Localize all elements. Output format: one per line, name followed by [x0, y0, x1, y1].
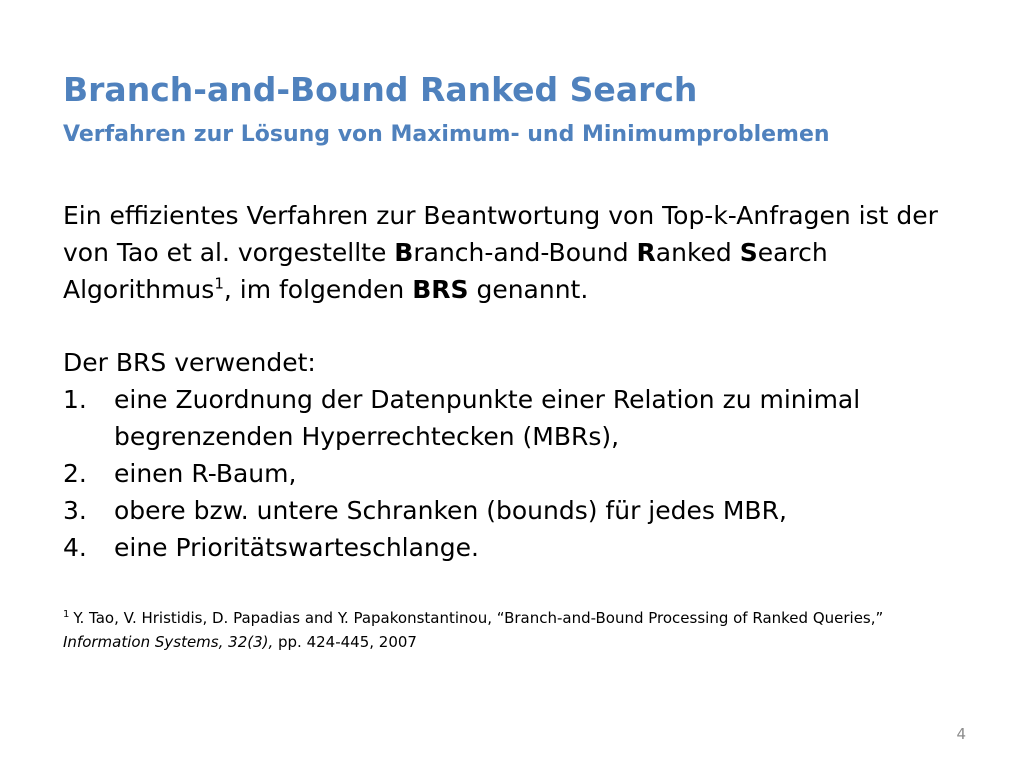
- footnote-reference: 1: [214, 274, 224, 293]
- footnote-text: Y. Tao, V. Hristidis, D. Papadias and Y. Papakonstantinou, “Branch-and-Bound Processing of Ranked Queries,”: [73, 609, 884, 627]
- footnote-marker: 1: [63, 609, 70, 620]
- footnote: [63, 606, 983, 654]
- list-item: [63, 381, 963, 455]
- uses-section: [63, 344, 963, 566]
- list-item: [63, 492, 963, 529]
- intro-text: Algorithmus: [63, 275, 215, 304]
- list-text: eine Zuordnung der Datenpunkte einer Relation zu minimal: [114, 385, 861, 414]
- uses-heading: Der BRS verwendet:: [63, 348, 316, 377]
- intro-line-1: Ein effizientes Verfahren zur Beantwortung von Top-k-Anfragen ist der: [63, 201, 938, 230]
- intro-text: earch: [757, 238, 828, 267]
- intro-text: anked: [655, 238, 740, 267]
- list-number: 1.: [63, 385, 87, 414]
- page-number: 4: [956, 725, 966, 743]
- acronym-letter-b: B: [394, 238, 414, 267]
- uses-list: [63, 381, 963, 566]
- list-item: [63, 455, 963, 492]
- footnote-line-2: [63, 630, 983, 654]
- list-text: begrenzenden Hyperrechtecken (MBRs),: [114, 422, 620, 451]
- footnote-line-1: [63, 606, 983, 630]
- intro-text: ranch-and-Bound: [413, 238, 637, 267]
- list-text: obere bzw. untere Schranken (bounds) für jedes MBR,: [114, 496, 787, 525]
- acronym-letter-r: R: [636, 238, 656, 267]
- intro-paragraph: [63, 197, 963, 308]
- list-item: [63, 529, 963, 566]
- intro-line-3: [63, 271, 963, 308]
- list-number: 2.: [63, 459, 87, 488]
- list-text: eine Prioritätswarteschlange.: [114, 533, 479, 562]
- acronym-letter-s: S: [739, 238, 758, 267]
- slide-subtitle: Verfahren zur Lösung von Maximum- und Minimumproblemen: [63, 122, 830, 147]
- list-number: 4.: [63, 533, 87, 562]
- intro-text: genannt.: [468, 275, 589, 304]
- intro-line-2: [63, 234, 963, 271]
- slide-title: Branch-and-Bound Ranked Search: [63, 70, 698, 109]
- list-text: einen R-Baum,: [114, 459, 297, 488]
- intro-text: von Tao et al. vorgestellte: [63, 238, 395, 267]
- footnote-text: pp. 424-445, 2007: [273, 633, 417, 651]
- brs-acronym: BRS: [412, 275, 469, 304]
- footnote-journal: Information Systems, 32(3),: [63, 633, 274, 651]
- list-number: 3.: [63, 496, 87, 525]
- intro-text: , im folgenden: [223, 275, 413, 304]
